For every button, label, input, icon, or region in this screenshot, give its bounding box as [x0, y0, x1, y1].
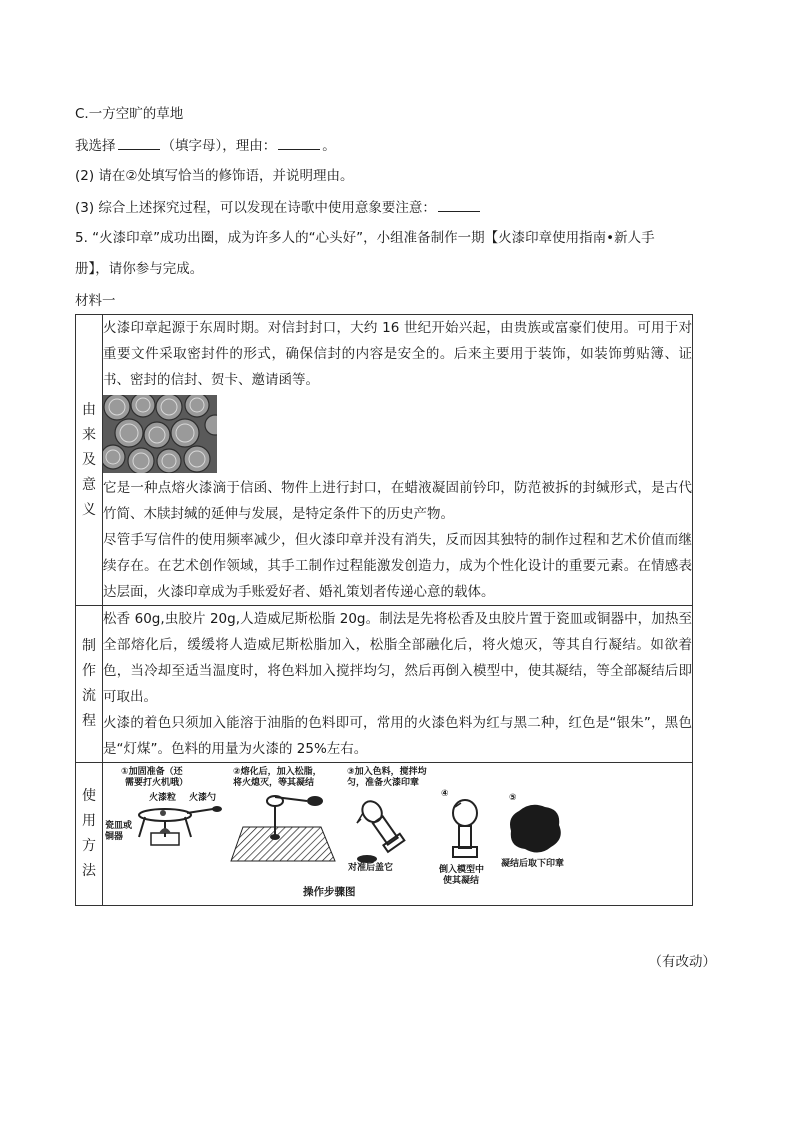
- step3-caption-b: 匀，准备火漆印章: [347, 778, 420, 788]
- question-2: (2) 请在②处填写恰当的修饰语，并说明理由。: [75, 168, 354, 184]
- step1-caption-a: ①加固准备（还: [121, 767, 183, 777]
- label-char: 及: [82, 451, 96, 468]
- row-origin: [76, 315, 693, 606]
- letter-blank[interactable]: [118, 135, 160, 150]
- origin-paragraph-1: 火漆印章起源于东周时期。对信封封口，大约 16 世纪开始兴起，由贵族或富豪们使用。可用于对重要文件采取密封件的形式，确保信封的内容是安全的。后来主要用于装饰，如装饰剪贴簿、证书、密封的信封、贺卡、邀请函等。: [103, 320, 692, 388]
- step3-label: 对准后盖它: [348, 863, 394, 873]
- label-char: 法: [82, 863, 96, 879]
- step4-illustration: [445, 799, 485, 863]
- label-char: 方: [82, 838, 96, 854]
- row-usage: [76, 763, 693, 906]
- step5-illustration: [505, 801, 565, 857]
- wax-seal-photo: [103, 395, 217, 473]
- choice-end: 。: [322, 138, 336, 154]
- step2-caption-b: 将火熄灭，等其凝结: [233, 778, 315, 788]
- step4-number: ④: [441, 789, 449, 799]
- row-origin-content: [103, 315, 693, 606]
- question-5-line-2: 册】，请你参与完成。: [75, 261, 204, 277]
- label-char: 义: [82, 501, 96, 518]
- question-3-line: [75, 197, 482, 218]
- step1-illustration: [133, 803, 223, 858]
- step1-label-dish: 瓷皿或: [105, 821, 133, 831]
- reason-blank[interactable]: [278, 135, 320, 150]
- label-char: 用: [82, 813, 96, 829]
- material-heading: 材料一: [75, 293, 116, 309]
- question-3: (3) 综合上述探究过程，可以发现在诗歌中使用意象要注意：: [75, 200, 436, 216]
- row-process-label: [76, 606, 103, 763]
- choice-prefix: 我选择: [75, 138, 116, 154]
- row-usage-label: [76, 763, 103, 906]
- step2-illustration: [229, 791, 339, 863]
- step1-label-wax: 火漆粒: [149, 793, 177, 803]
- step1-caption-b: 需要打火机哦）: [125, 778, 189, 788]
- q3-blank[interactable]: [438, 197, 480, 212]
- step4-label-a: 倒入模型中: [439, 865, 485, 875]
- process-paragraph-2: 火漆的着色只须加入能溶于油脂的色料即可，常用的火漆色料为红与黑二种，红色是“银朱”，黑色是“灯煤”。色料的用量为火漆的 25%左右。: [103, 715, 692, 757]
- label-char: 程: [82, 713, 96, 729]
- step4-label-b: 使其凝结: [443, 876, 480, 886]
- label-char: 由: [82, 401, 96, 418]
- step1-label-spoon: 火漆勺: [189, 793, 217, 803]
- question-5-line-1: 5. “火漆印章”成功出圈，成为许多人的“心头好”，小组准备制作一期【火漆印章使用指南•新人手: [75, 230, 655, 246]
- label-char: 来: [82, 426, 96, 443]
- step5-label: 凝结后取下印章: [501, 859, 565, 869]
- steps-diagram: [103, 763, 692, 905]
- revision-note: （有改动）: [648, 954, 716, 970]
- step5-number: ⑤: [509, 793, 517, 803]
- step1-label-dish-2: 铜器: [105, 832, 124, 842]
- step2-caption-a: ②熔化后，加入松脂，: [233, 767, 322, 777]
- choice-middle: （填字母），理由：: [161, 138, 277, 154]
- label-char: 作: [82, 663, 96, 679]
- label-char: 意: [82, 476, 96, 493]
- row-process: [76, 606, 693, 763]
- label-char: 制: [82, 638, 96, 654]
- label-char: 流: [82, 688, 96, 704]
- diagram-caption: 操作步骤图: [303, 886, 356, 898]
- choice-line: [75, 135, 336, 156]
- option-c: C.一方空旷的草地: [75, 106, 184, 122]
- step3-caption-a: ③加入色料，搅拌均: [347, 767, 427, 777]
- row-usage-content: [103, 763, 693, 906]
- process-paragraph-1: 松香 60g,虫胶片 20g,人造威尼斯松脂 20g。制法是先将松香及虫胶片置于瓷皿或铜器中，加热至全部熔化后，缓缓将人造威尼斯松脂加入，松脂全部融化后，将火熄灭，等其自行凝结。如欲着色，当冷却至适当温度时，将色料加入搅拌均匀，然后再倒入模型中，使其凝结，等全部凝结后即可取出。: [103, 611, 692, 705]
- origin-paragraph-3: 尽管手写信件的使用频率减少，但火漆印章并没有消失，反而因其独特的制作过程和艺术价值而继续存在。在艺术创作领域，其手工制作过程能激发创造力，成为个性化设计的重要元素。在情感表达层面，火漆印章成为手账爱好者、婚礼策划者传递心意的载体。: [103, 532, 692, 600]
- step3-illustration: [353, 793, 423, 863]
- material-table: [75, 314, 693, 906]
- label-char: 使: [82, 788, 96, 804]
- row-origin-label: [76, 315, 103, 606]
- row-process-content: [103, 606, 693, 763]
- origin-paragraph-2: 它是一种点熔火漆滴于信函、物件上进行封口，在蜡液凝固前钤印，防范被拆的封缄形式，是古代竹简、木牍封缄的延伸与发展，是特定条件下的历史产物。: [103, 480, 692, 522]
